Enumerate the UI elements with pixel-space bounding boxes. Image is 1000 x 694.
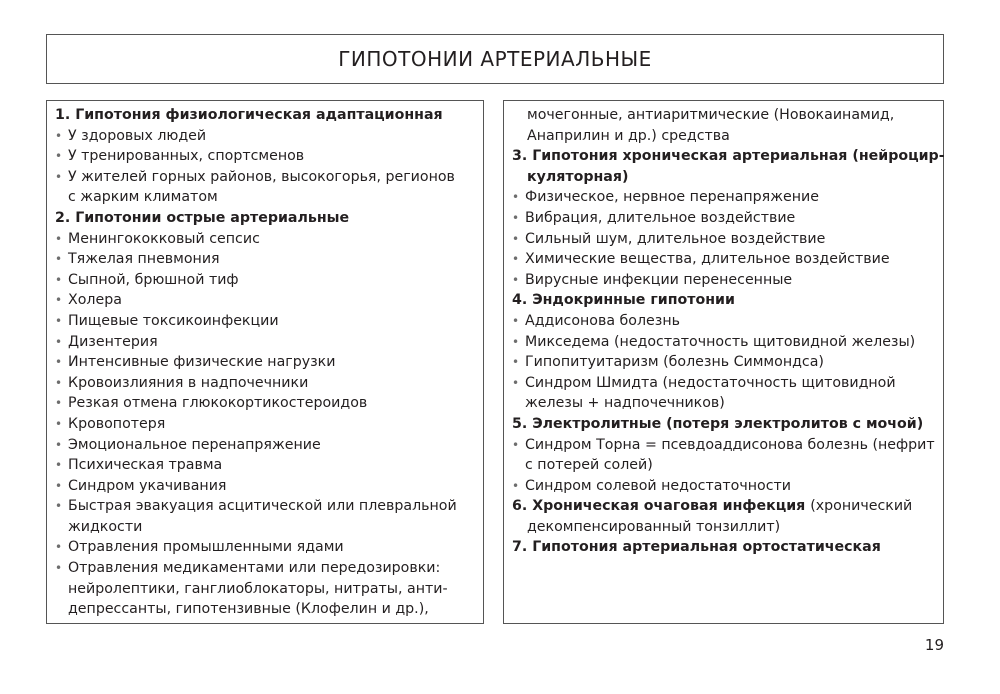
continued-text: мочегонные, антиаритмические (Новокаинамид,	[527, 107, 895, 123]
section-heading: 5. Электролитные (потеря электролитов с мочой)	[512, 415, 924, 432]
list-item: • Кровопотеря	[47, 414, 483, 435]
list-item: • Холера	[47, 290, 483, 311]
list-item: • Синдром солевой недостаточности	[504, 476, 943, 497]
list-item: • Эмоциональное перенапряжение	[47, 435, 483, 456]
list-item: • Интенсивные физические нагрузки	[47, 352, 483, 373]
list-item: • Отравления промышленными ядами	[47, 537, 483, 558]
list-item: • Дизентерия	[47, 332, 483, 353]
continued-text: Анаприлин и др.) средства	[527, 127, 730, 144]
list-item: • Сильный шум, длительное воздействие	[504, 229, 943, 250]
list-item: • У жителей горных районов, высокогорья, регионов с жарким климатом	[47, 167, 483, 208]
list-item: • Быстрая эвакуация асцитической или плевральной жидкости	[47, 496, 483, 537]
section-heading-cont: куляторная)	[527, 168, 629, 185]
list-item: • Психическая травма	[47, 455, 483, 476]
list-item: • Физическое, нервное перенапряжение	[504, 187, 943, 208]
list-item: • Вирусные инфекции перенесенные	[504, 270, 943, 291]
list-item: • Кровоизлияния в надпочечники	[47, 373, 483, 394]
list-item: • Микседема (недостаточность щитовидной железы)	[504, 332, 943, 353]
list-item: • Химические вещества, длительное воздействие	[504, 249, 943, 270]
section-heading: 4. Эндокринные гипотонии	[512, 292, 735, 309]
list-item: • Тяжелая пневмония	[47, 249, 483, 270]
list-item: • Синдром укачивания	[47, 476, 483, 497]
section-list	[504, 311, 943, 414]
list-item: • Вибрация, длительное воздействие	[504, 208, 943, 229]
list-item: • Гипопитуитаризм (болезнь Симмондса)	[504, 352, 943, 373]
section-heading: 7. Гипотония артериальная ортостатическая	[512, 539, 881, 556]
list-item: • Менингококковый сепсис	[47, 229, 483, 250]
list-item: • Аддисонова болезнь	[504, 311, 943, 332]
list-item: • Синдром Торна = псевдоаддисонова болезнь (нефрит с потерей солей)	[504, 435, 943, 476]
list-item: • Пищевые токсикоинфекции	[47, 311, 483, 332]
list-item: • У здоровых людей	[47, 126, 483, 147]
continued-text: декомпенсированный тонзиллит)	[527, 518, 781, 535]
section-list	[47, 229, 483, 620]
title-box	[46, 34, 944, 84]
section-heading: 2. Гипотонии острые артериальные	[55, 209, 350, 226]
list-item: • Отравления медикаментами или передозировки: нейролептики, ганглиоблокаторы, нитраты, анти- депрессанты, гипотензивные (Клофелин и др.),	[47, 558, 483, 620]
right-column	[503, 100, 944, 624]
list-item: • Резкая отмена глюкокортикостероидов	[47, 393, 483, 414]
list-item: • Сыпной, брюшной тиф	[47, 270, 483, 291]
list-item: • Синдром Шмидта (недостаточность щитовидной железы + надпочечников)	[504, 373, 943, 414]
section-heading: 6. Хроническая очаговая инфекция (хронический	[512, 498, 913, 515]
section-list	[47, 126, 483, 208]
section-heading: 3. Гипотония хроническая артериальная (нейроцир-	[512, 148, 945, 165]
left-column	[46, 100, 484, 624]
page-title: ГИПОТОНИИ АРТЕРИАЛЬНЫЕ	[338, 47, 652, 71]
section-list	[504, 435, 943, 497]
section-heading: 1. Гипотония физиологическая адаптационная	[55, 107, 443, 123]
list-item: • У тренированных, спортсменов	[47, 146, 483, 167]
page-number: 19	[924, 636, 944, 654]
section-list	[504, 187, 943, 290]
